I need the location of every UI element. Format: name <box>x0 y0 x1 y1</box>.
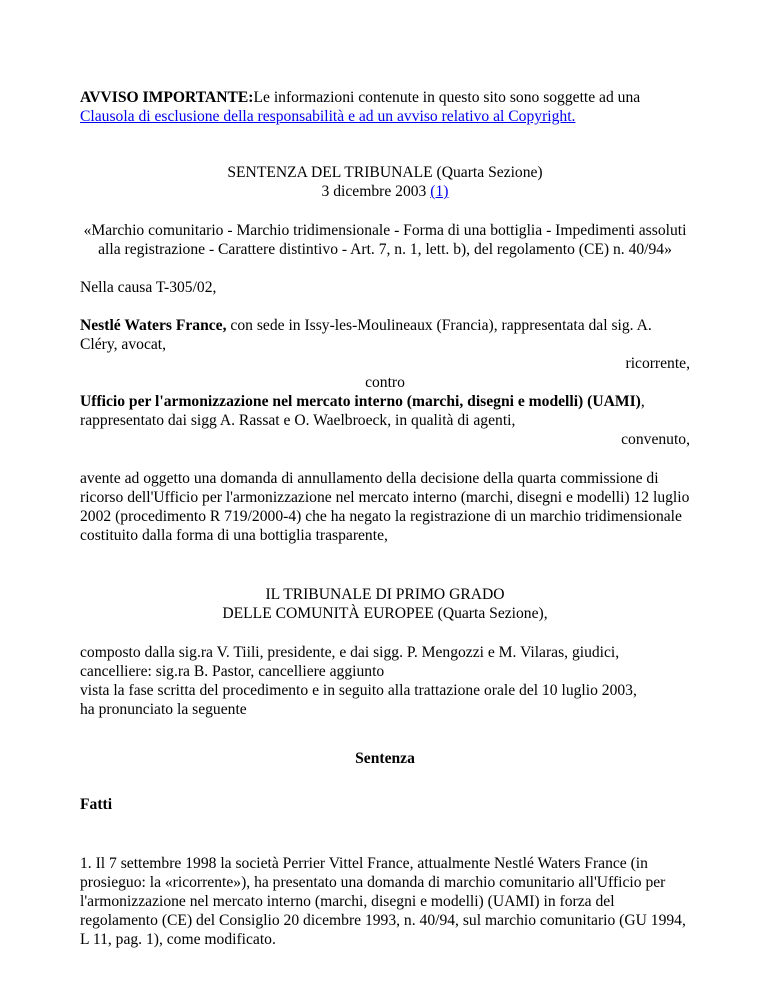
paragraph-1: 1. Il 7 settembre 1998 la società Perrier Vittel France, attualmente Nestlé Waters France (in prosieguo: la «ricorrente»), ha presentato una domanda di marchio comunitario all'Ufficio per l'armonizzazione nel mercato interno (marchi, disegni e modelli) (UAMI) in forza del regolamento (CE) del Consiglio 20 dicembre 1993, n. 40/94, sul marchio comunitario (GU 1994, L 11, pag. 1), come modificato. <box>80 855 686 948</box>
versus-label: contro <box>365 374 405 391</box>
composition-line-1: composto dalla sig.ra V. Tiili, presidente, e dai sigg. P. Mengozzi e M. Vilaras, giudici, <box>80 644 620 661</box>
case-number: Nella causa T-305/02, <box>80 279 217 296</box>
sentenza-heading: Sentenza <box>355 750 415 767</box>
applicant-block <box>80 316 690 449</box>
document-body <box>80 88 690 949</box>
disclaimer-link[interactable]: Clausola di esclusione della responsabilità e ad un avviso relativo al Copyright. <box>80 108 576 125</box>
subject-keywords: «Marchio comunitario - Marchio tridimensionale - Forma di una bottiglia - Impedimenti assoluti alla registrazione - Carattere distintivo - Art. 7, n. 1, lett. b), del regolamento (CE) n. 40/94» <box>83 222 687 258</box>
fatti-heading: Fatti <box>80 796 113 813</box>
case-object: avente ad oggetto una domanda di annullamento della decisione della quarta commissione di ricorso dell'Ufficio per l'armonizzazione nel mercato interno (marchi, disegni e modelli) 12 luglio 2002 (procedimento R 719/2000-4) che ha negato la registrazione di un marchio tridimensionale costituito dalla forma di una bottiglia trasparente, <box>80 470 690 544</box>
footnote-link[interactable]: (1) <box>430 183 449 200</box>
composition-line-2: cancelliere: sig.ra B. Pastor, cancelliere aggiunto <box>80 663 385 680</box>
court-line-2: DELLE COMUNITÀ EUROPEE (Quarta Sezione), <box>222 605 548 622</box>
defendant-details: , rappresentato dai sigg A. Rassat e O. Waelbroeck, in qualità di agenti, <box>80 393 645 429</box>
applicant-role: ricorrente, <box>625 355 690 372</box>
defendant-text <box>80 392 690 430</box>
applicant-text <box>80 316 690 354</box>
legal-notice <box>80 88 690 126</box>
judgment-date-line <box>80 182 690 201</box>
court-line-1: IL TRIBUNALE DI PRIMO GRADO <box>265 586 505 603</box>
court-name <box>80 585 690 623</box>
applicant-details: con sede in Issy-les-Moulineaux (Francia), rappresentata dal sig. A. Cléry, avocat, <box>80 317 652 353</box>
defendant-name: Ufficio per l'armonizzazione nel mercato interno (marchi, disegni e modelli) (UAMI) <box>80 393 641 410</box>
judgment-date: 3 dicembre 2003 <box>321 183 427 200</box>
court-composition <box>80 643 690 719</box>
notice-label: AVVISO IMPORTANTE: <box>80 89 254 106</box>
notice-text: Le informazioni contenute in questo sito sono soggette ad una <box>253 89 641 106</box>
composition-line-4: ha pronunciato la seguente <box>80 701 247 718</box>
defendant-role: convenuto, <box>621 431 690 448</box>
applicant-name: Nestlé Waters France, <box>80 317 227 334</box>
composition-line-3: vista la fase scritta del procedimento e in seguito alla trattazione orale del 10 luglio 2003, <box>80 682 637 699</box>
judgment-header <box>80 163 690 201</box>
judgment-title: SENTENZA DEL TRIBUNALE (Quarta Sezione) <box>227 164 543 181</box>
